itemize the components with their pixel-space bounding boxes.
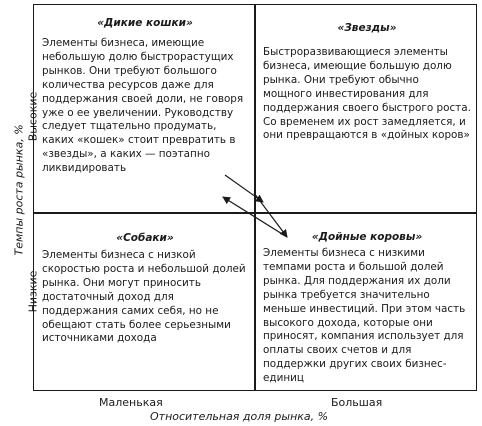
matrix-horizontal-divider (33, 212, 477, 214)
quadrant-description: Элементы бизнеса с низкой скоростью роста и небольшой долей рынка. Они могут приносить достаточный доход для поддержания самих себя, но не обещают стать более серьезными источниками дохода (42, 249, 246, 345)
x-axis-title: Относительная доля рынка, % (150, 410, 329, 423)
x-axis-big-label: Большая (331, 396, 383, 409)
quadrant-title: «Дикие кошки» (97, 17, 193, 29)
y-axis-low-label: Низкие (26, 270, 40, 313)
quadrant-description: Быстроразвивающиеся элементы бизнеса, имеющие большую долю рынка. Они требуют обычно мощного инвестирования для поддержания своего быстрого роста. Со временем их рост замедляется, и они превращаются в «дойных коров» (263, 46, 471, 142)
quadrant-title: «Дойные коровы» (311, 231, 423, 243)
quadrant-dogs (36, 231, 254, 346)
quadrant-wild-cats (36, 16, 254, 176)
quadrant-title: «Звезды» (337, 22, 397, 34)
quadrant-description: Элементы бизнеса с низкими темпами роста и большой долей рынка. Для поддержания их доли рынка требуется значительно меньше инвестиций. При этом часть высокого дохода, которые они приносят, компания использует для оплаты своих счетов и для поддержки других своих бизнес-единиц (263, 247, 466, 385)
y-axis-high-label: Высокие (26, 91, 40, 142)
quadrant-stars (257, 21, 477, 143)
matrix-vertical-divider (254, 4, 256, 391)
quadrant-description: Элементы бизнеса, имеющие небольшую долю быстрорастущих рынков. Они требуют большого количества ресурсов даже для поддержания своей доли, не говоря уже о ее увеличении. Руководству следует тщательно продумать, каких «кошек» стоит превратить в «звезды», а каких — поэтапно ликвидировать (42, 37, 244, 175)
x-axis-small-label: Маленькая (99, 396, 163, 409)
quadrant-cash-cows (257, 230, 477, 386)
quadrant-title: «Собаки» (116, 232, 174, 244)
y-axis-title: Темпы роста рынка, % (12, 124, 26, 256)
